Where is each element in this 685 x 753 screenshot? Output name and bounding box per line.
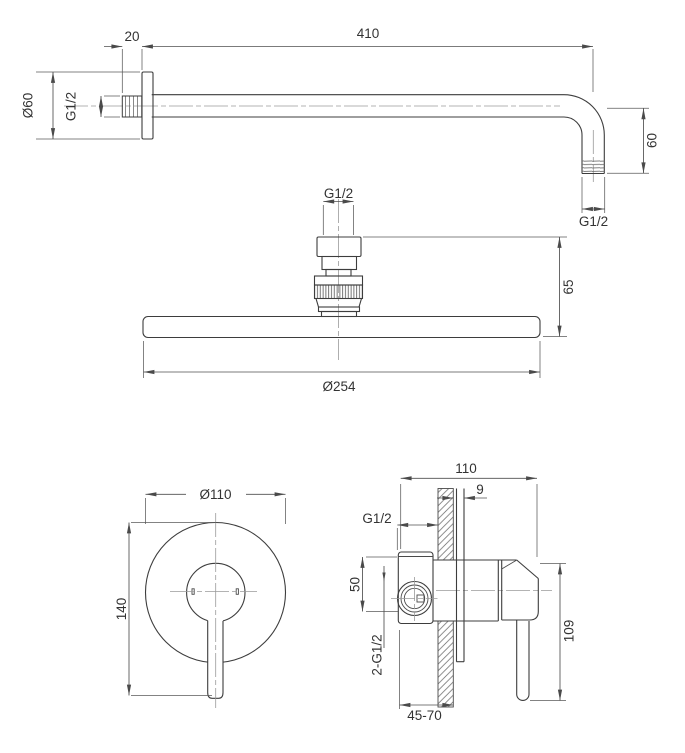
wall-thread-stub <box>122 96 142 117</box>
lever-wedge-left <box>502 560 517 569</box>
head-disc <box>143 317 540 338</box>
dim-connector-thread: G1/2 <box>323 186 354 201</box>
joint-base-nut <box>322 312 357 317</box>
hub-outline <box>502 579 539 621</box>
dim-arm-length: 410 <box>356 26 380 41</box>
dim-wall-thread: G1/2 <box>63 91 79 122</box>
dim-install-depth-range: 45-70 <box>407 708 442 723</box>
shower-head-view <box>143 186 576 394</box>
dim-end-thread: G1/2 <box>578 214 609 229</box>
dim-flange-diameter: Ø60 <box>20 92 36 119</box>
wall-section-upper <box>438 489 453 561</box>
dim-flange-width: 20 <box>124 29 140 44</box>
dim-inlet-threads: 2-G1/2 <box>369 634 385 676</box>
dim-connector-height: 65 <box>561 279 576 295</box>
mixer-side-view <box>348 461 577 723</box>
dim-overall-depth: 110 <box>455 461 477 476</box>
connector-top-block <box>317 237 361 257</box>
lever-shaft <box>517 620 529 700</box>
joint-knurled-ring <box>315 285 363 299</box>
lever-wedge-right <box>517 560 539 579</box>
wall-flange <box>142 72 153 139</box>
dim-overall-height: 140 <box>114 597 129 621</box>
dim-body-height: 109 <box>561 619 577 643</box>
dim-head-diameter: Ø254 <box>322 379 356 394</box>
arm-end-thread <box>582 160 604 174</box>
dim-port-offset: 50 <box>347 576 363 593</box>
joint-base-ring <box>319 307 360 312</box>
dim-end-drop: 60 <box>644 132 660 149</box>
arm-tube-inner <box>152 117 582 174</box>
dim-plate-projection: 9 <box>476 482 484 497</box>
leader-arrow <box>382 573 385 582</box>
dim-plate-diameter: Ø110 <box>199 487 232 502</box>
connector-step <box>322 257 357 270</box>
dim-outlet-thread: G1/2 <box>362 511 392 526</box>
arm-tube-outer <box>152 95 605 174</box>
wall-section-lower <box>438 621 453 707</box>
mixer-front-view <box>114 487 286 708</box>
